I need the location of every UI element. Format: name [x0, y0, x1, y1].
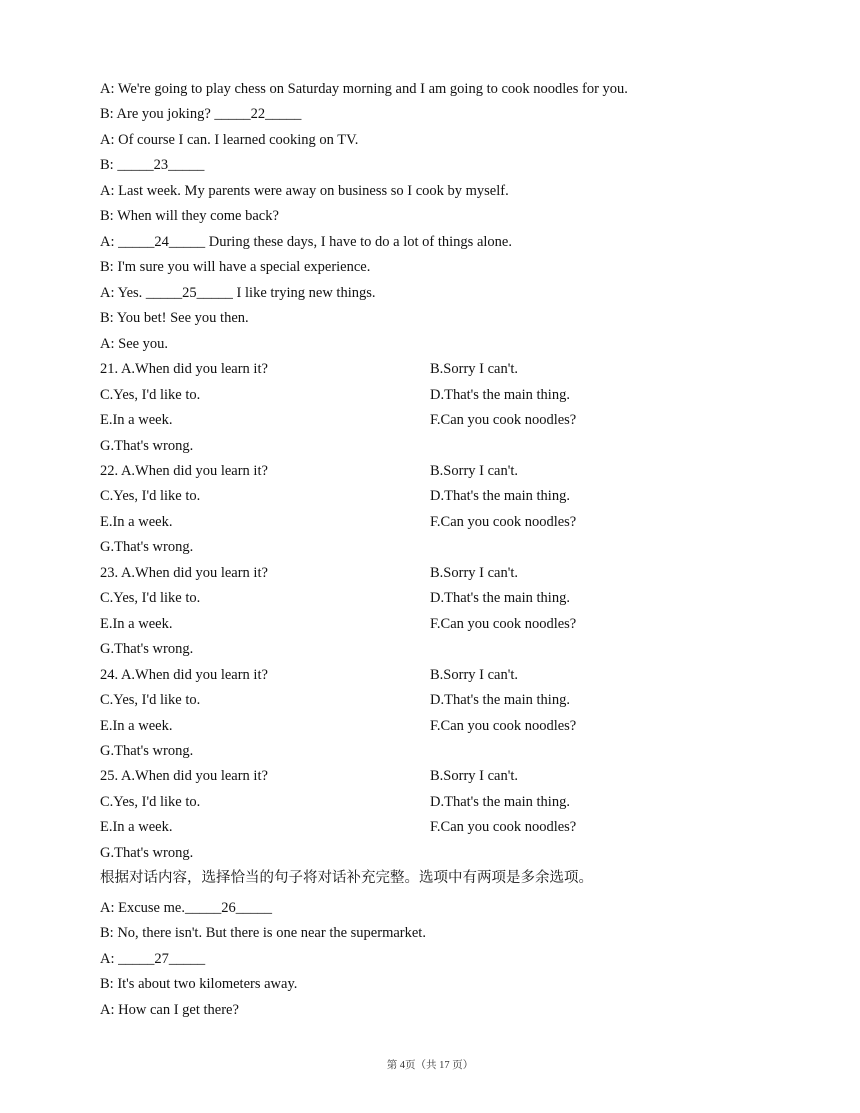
question-25-row — [100, 793, 760, 811]
question-25-row — [100, 767, 760, 785]
option-a: 23. A.When did you learn it? — [100, 565, 268, 581]
question-22-row — [100, 513, 760, 531]
dialogue-line: B: I'm sure you will have a special experience. — [100, 259, 371, 275]
dialogue-line: B: You bet! See you then. — [100, 310, 249, 326]
option-d: D.That's the main thing. — [430, 387, 570, 403]
dialogue-line: B: When will they come back? — [100, 208, 279, 224]
dialogue-line: A: Excuse me._____26_____ — [100, 900, 272, 916]
question-21-row — [100, 386, 760, 404]
option-e: E.In a week. — [100, 616, 173, 632]
dialogue-line: A: Yes. _____25_____ I like trying new things. — [100, 285, 376, 301]
option-a: 24. A.When did you learn it? — [100, 667, 268, 683]
option-f: F.Can you cook noodles? — [430, 718, 577, 734]
question-23-row — [100, 589, 760, 607]
option-d: D.That's the main thing. — [430, 488, 570, 504]
option-d: D.That's the main thing. — [430, 590, 570, 606]
question-22-row — [100, 487, 760, 505]
option-e: E.In a week. — [100, 819, 173, 835]
option-g: G.That's wrong. — [100, 743, 194, 759]
option-e: E.In a week. — [100, 514, 173, 530]
option-b: B.Sorry I can't. — [430, 565, 518, 581]
question-25-row — [100, 818, 760, 836]
option-d: D.That's the main thing. — [430, 794, 570, 810]
dialogue-line: B: It's about two kilometers away. — [100, 976, 298, 992]
option-b: B.Sorry I can't. — [430, 463, 518, 479]
option-f: F.Can you cook noodles? — [430, 616, 577, 632]
question-21-row — [100, 411, 760, 429]
question-24-row — [100, 691, 760, 709]
dialogue-line: A: How can I get there? — [100, 1002, 239, 1018]
dialogue-line: A: Last week. My parents were away on business so I cook by myself. — [100, 183, 509, 199]
option-a: 22. A.When did you learn it? — [100, 463, 268, 479]
dialogue-line: B: No, there isn't. But there is one near the supermarket. — [100, 925, 426, 941]
question-23-row — [100, 564, 760, 582]
dialogue-line: B: _____23_____ — [100, 157, 205, 173]
question-22-row — [100, 462, 760, 480]
option-f: F.Can you cook noodles? — [430, 412, 577, 428]
option-f: F.Can you cook noodles? — [430, 819, 577, 835]
option-c: C.Yes, I'd like to. — [100, 387, 201, 403]
option-b: B.Sorry I can't. — [430, 361, 518, 377]
option-g: G.That's wrong. — [100, 641, 194, 657]
option-e: E.In a week. — [100, 412, 173, 428]
option-e: E.In a week. — [100, 718, 173, 734]
dialogue-line: A: See you. — [100, 336, 169, 352]
question-21-row — [100, 360, 760, 378]
page-number-footer: 第 4页（共 17 页） — [386, 1060, 474, 1071]
option-g: G.That's wrong. — [100, 539, 194, 555]
option-c: C.Yes, I'd like to. — [100, 692, 201, 708]
dialogue-line: A: Of course I can. I learned cooking on TV. — [100, 132, 359, 148]
option-c: C.Yes, I'd like to. — [100, 488, 201, 504]
option-c: C.Yes, I'd like to. — [100, 794, 201, 810]
option-a: 21. A.When did you learn it? — [100, 361, 268, 377]
option-c: C.Yes, I'd like to. — [100, 590, 201, 606]
option-a: 25. A.When did you learn it? — [100, 768, 268, 784]
option-b: B.Sorry I can't. — [430, 768, 518, 784]
dialogue-line: A: We're going to play chess on Saturday morning and I am going to cook noodles for you. — [100, 81, 628, 97]
question-24-row — [100, 717, 760, 735]
question-23-row — [100, 615, 760, 633]
option-b: B.Sorry I can't. — [430, 667, 518, 683]
option-g: G.That's wrong. — [100, 845, 194, 861]
option-d: D.That's the main thing. — [430, 692, 570, 708]
dialogue-line: A: _____27_____ — [100, 951, 206, 967]
section-instruction: 根据对话内容，选择恰当的句子将对话补充完整。选项中有两项是多余选项。 — [100, 870, 593, 886]
dialogue-line: A: _____24_____ During these days, I have to do a lot of things alone. — [100, 234, 512, 250]
dialogue-line: B: Are you joking? _____22_____ — [100, 106, 302, 122]
option-f: F.Can you cook noodles? — [430, 514, 577, 530]
option-g: G.That's wrong. — [100, 438, 194, 454]
question-24-row — [100, 666, 760, 684]
